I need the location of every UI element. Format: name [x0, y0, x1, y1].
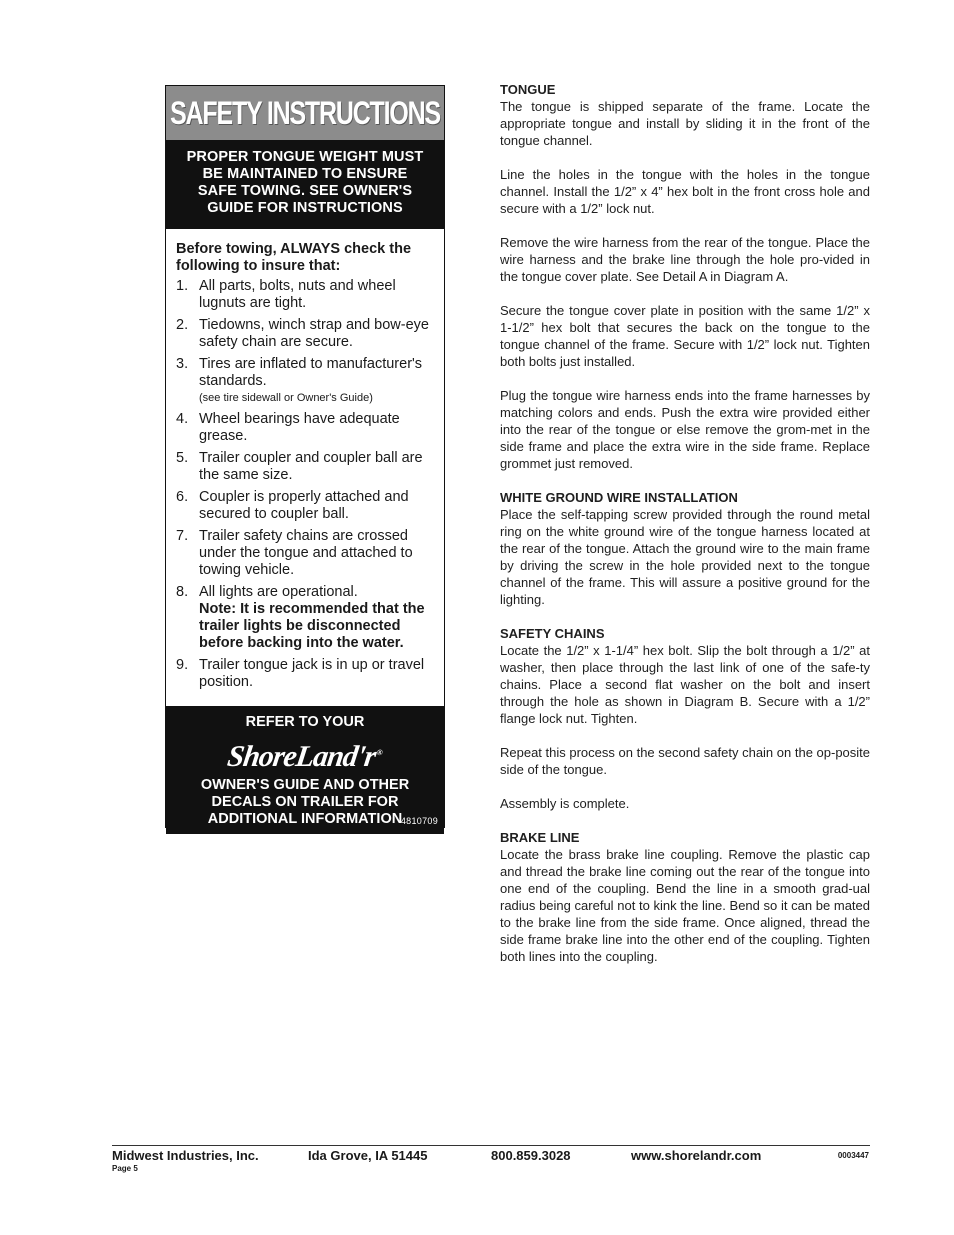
checklist-item — [176, 411, 434, 445]
assembly-instructions — [500, 81, 870, 982]
footer-line: OWNER'S GUIDE AND OTHER — [200, 777, 410, 793]
paragraph: Secure the tongue cover plate in position with the same 1/2” x 1-1/2” hex bolt that secures the back on the tongue to the tongue channel of the frame. Secure with 1/2” lock nut. Tighten both bolts just installed. — [500, 303, 870, 369]
checklist-note: Note: It is recommended that the trailer lights be disconnected before backing into the water. — [199, 601, 425, 651]
decal-title: SAFETY INSTRUCTIONS — [170, 94, 440, 131]
footer-document-number: 0003447 — [837, 1151, 869, 1160]
checklist-text: Wheel bearings have adequate grease. — [199, 411, 400, 444]
tongue-weight-warning — [166, 141, 444, 229]
section-heading: WHITE GROUND WIRE INSTALLATION — [500, 490, 738, 505]
footer-website: www.shorelandr.com — [631, 1148, 762, 1163]
paragraph: Locate the 1/2” x 1-1/4” hex bolt. Slip the bolt through a 1/2” at washer, then place through the last link of one of the safe-ty chains. Place a second flat washer on the bolt and insert through the hole as shown in Diagram B. Secure with a 1/2” flange lock nut. Tighten. — [500, 643, 870, 726]
paragraph: Remove the wire harness from the rear of the tongue. Place the wire harness and the brake line through the hole pro-vided in the tongue cover plate. See Detail A in Diagram A. — [500, 235, 870, 284]
checklist-text: Coupler is properly attached and secured to coupler ball. — [199, 489, 409, 522]
checklist-text-group — [199, 356, 434, 406]
warning-line: GUIDE FOR INSTRUCTIONS — [207, 200, 403, 216]
checklist-intro-line: following to insure that: — [176, 258, 341, 274]
checklist-text: Trailer tongue jack is in up or travel position. — [199, 657, 425, 690]
checklist-item — [176, 278, 434, 312]
checklist-number: 4. — [176, 411, 189, 427]
checklist-item — [176, 528, 434, 579]
checklist-number: 5. — [176, 450, 189, 466]
footer-line: ADDITIONAL INFORMATION — [207, 811, 403, 827]
checklist — [176, 278, 434, 691]
checklist-text-group — [199, 584, 434, 652]
footer-page-number: Page 5 — [112, 1164, 138, 1173]
registered-mark: ® — [376, 747, 383, 757]
section-ground-wire — [500, 489, 870, 608]
section-brake-line — [500, 829, 870, 965]
checklist-text: All parts, bolts, nuts and wheel lugnuts are tight. — [199, 278, 396, 311]
footer-phone: 800.859.3028 — [491, 1148, 571, 1163]
checklist-number: 1. — [176, 278, 189, 294]
decal-footer-panel — [166, 706, 444, 834]
checklist-number: 8. — [176, 584, 189, 600]
checklist-intro — [176, 241, 434, 275]
warning-line: PROPER TONGUE WEIGHT MUST — [186, 149, 424, 165]
checklist-item — [176, 584, 434, 652]
paragraph: The tongue is shipped separate of the frame. Locate the appropriate tongue and install by sliding it in the front of the tongue channel. — [500, 99, 870, 148]
warning-line: SAFE TOWING. SEE OWNER'S — [197, 183, 413, 199]
section-safety-chains — [500, 625, 870, 812]
section-heading: TONGUE — [500, 82, 556, 97]
paragraph: Line the holes in the tongue with the holes in the tongue channel. Install the 1/2” x 4” hex bolt in the front cross hole and secure with a 1/2” lock nut. — [500, 167, 870, 216]
logo-text: ShoreLand'r — [225, 739, 378, 773]
checklist-number: 6. — [176, 489, 189, 505]
footer-company: Midwest Industries, Inc. — [112, 1148, 259, 1163]
section-heading: SAFETY CHAINS — [500, 626, 605, 641]
shorelandr-logo — [166, 733, 444, 775]
checklist-item — [176, 657, 434, 691]
checklist-intro-line: Before towing, ALWAYS check the — [176, 241, 412, 257]
decal-part-number: 4810709 — [400, 816, 438, 826]
checklist-text: Tiedowns, winch strap and bow-eye safety chain are secure. — [199, 317, 429, 350]
logo-wordmark — [225, 739, 383, 773]
checklist-number: 3. — [176, 356, 189, 372]
checklist-item — [176, 317, 434, 351]
refer-text: REFER TO YOUR — [245, 714, 365, 730]
checklist-number: 9. — [176, 657, 189, 673]
checklist-text: All lights are operational. — [199, 584, 358, 600]
footer-address: Ida Grove, IA 51445 — [308, 1148, 428, 1163]
paragraph: Locate the brass brake line coupling. Remove the plastic cap and thread the brake line coming out the rear of the tongue into one end of the coupling. Bend the line in a smooth grad-ual radius being careful not to kink the line. Bend so it can be mated to the brake line from the side frame. Once aligned, thread the side frame brake line into the other end of the coupling. Tighten both lines into the coupling. — [500, 847, 870, 964]
decal-title-bar — [166, 86, 444, 141]
checklist-number: 7. — [176, 528, 189, 544]
paragraph: Place the self-tapping screw provided through the round metal ring on the white ground wire of the tongue harness located at the rear of the tongue. Attach the ground wire to the main frame by driving the screw in the hole provided next to the tongue channel of the frame. This will assure a positive ground for the lighting. — [500, 507, 870, 607]
paragraph: Assembly is complete. — [500, 796, 630, 811]
paragraph: Repeat this process on the second safety chain on the op-posite side of the tongue. — [500, 745, 871, 777]
checklist-item — [176, 450, 434, 484]
checklist-panel — [166, 229, 444, 706]
footer-divider — [112, 1145, 870, 1146]
checklist-item — [176, 356, 434, 406]
footer-line: DECALS ON TRAILER FOR — [211, 794, 399, 810]
checklist-text: Trailer coupler and coupler ball are the same size. — [199, 450, 423, 483]
checklist-text: Trailer safety chains are crossed under the tongue and attached to towing vehicle. — [199, 528, 413, 578]
warning-line: BE MAINTAINED TO ENSURE — [202, 166, 408, 182]
section-tongue — [500, 81, 870, 472]
checklist-text: Tires are inflated to manufacturer's standards. — [199, 356, 423, 389]
checklist-item — [176, 489, 434, 523]
section-heading: BRAKE LINE — [500, 830, 580, 845]
checklist-number: 2. — [176, 317, 189, 333]
paragraph: Plug the tongue wire harness ends into the frame harnesses by matching colors and ends. Push the extra wire provided either into the rear of the tongue or else remove the grom-met in the side frame and place the extra wire in the side frame. Replace grommet just removed. — [500, 388, 870, 471]
checklist-subnote: (see tire sidewall or Owner's Guide) — [199, 392, 373, 404]
safety-instructions-decal — [165, 85, 445, 828]
